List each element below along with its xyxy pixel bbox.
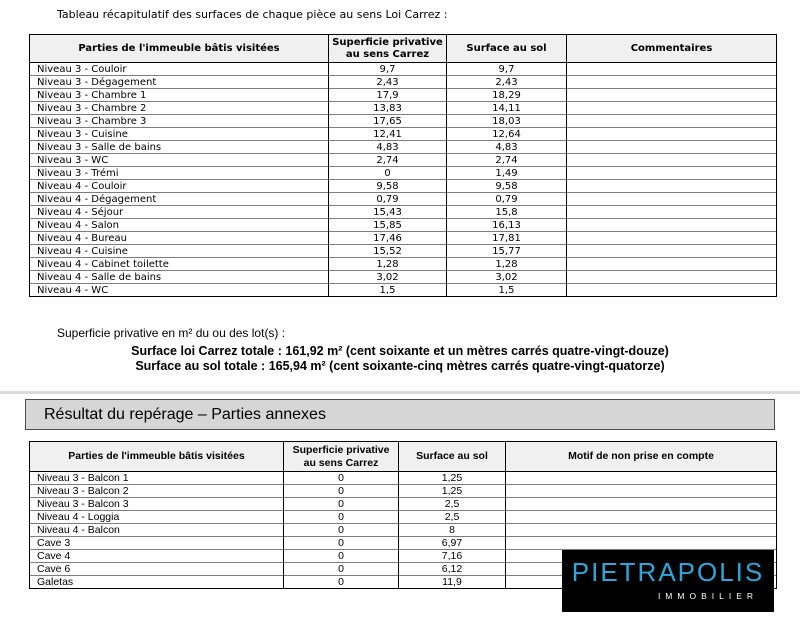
table-cell: 13,83 <box>329 102 447 115</box>
table-cell: Niveau 4 - Bureau <box>30 232 329 245</box>
table-cell: Cave 6 <box>30 563 284 576</box>
table-cell: 0 <box>284 485 399 498</box>
table-row <box>30 498 777 511</box>
annex-section-title: Résultat du repérage – Parties annexes <box>44 406 326 423</box>
table-cell: 2,5 <box>399 511 506 524</box>
summary-intro: Superficie privative en m² du ou des lot(s) : <box>57 326 286 340</box>
table-cell: 17,46 <box>329 232 447 245</box>
table-cell: Niveau 4 - Séjour <box>30 206 329 219</box>
table-row <box>30 180 777 193</box>
table-row <box>30 141 777 154</box>
table-cell: Niveau 3 - Balcon 3 <box>30 498 284 511</box>
table-cell: Niveau 3 - Chambre 1 <box>30 89 329 102</box>
table-cell: Niveau 4 - WC <box>30 284 329 297</box>
table-cell: 1,49 <box>447 167 567 180</box>
table-cell: 0 <box>284 472 399 485</box>
column-header-parties: Parties de l'immeuble bâtis visitées <box>30 35 329 63</box>
table-cell: 2,74 <box>447 154 567 167</box>
table-cell: 0 <box>284 576 399 589</box>
table-cell <box>567 180 777 193</box>
table-header-row <box>30 35 777 63</box>
table-cell: Niveau 3 - Trémi <box>30 167 329 180</box>
table-cell <box>567 284 777 297</box>
table-cell: 1,25 <box>399 472 506 485</box>
table-cell <box>567 167 777 180</box>
table-cell: 15,8 <box>447 206 567 219</box>
table-row <box>30 63 777 76</box>
table-cell: Niveau 4 - Dégagement <box>30 193 329 206</box>
column-header-sol: Surface au sol <box>399 442 506 472</box>
table-cell <box>506 485 777 498</box>
table-cell <box>567 271 777 284</box>
table-cell: Cave 4 <box>30 550 284 563</box>
table-cell <box>567 141 777 154</box>
table-row <box>30 102 777 115</box>
annex-section-header <box>25 399 775 430</box>
table-cell: 2,43 <box>447 76 567 89</box>
table-cell: 0,79 <box>447 193 567 206</box>
table-cell <box>567 76 777 89</box>
table-row <box>30 511 777 524</box>
table-cell <box>567 258 777 271</box>
table-cell <box>506 537 777 550</box>
carrez-total-line: Surface loi Carrez totale : 161,92 m² (cent soixante et un mètres carrés quatre-vingt-douze) <box>131 344 669 358</box>
table-cell: 18,03 <box>447 115 567 128</box>
table-cell: 6,12 <box>399 563 506 576</box>
table-cell: 0 <box>284 550 399 563</box>
table-cell: Niveau 3 - Balcon 2 <box>30 485 284 498</box>
table-cell <box>567 232 777 245</box>
table-cell: 9,58 <box>447 180 567 193</box>
table-cell: 0 <box>284 498 399 511</box>
table-cell: 14,11 <box>447 102 567 115</box>
table-cell: 0 <box>284 537 399 550</box>
carrez-table-body <box>30 63 777 297</box>
column-header-carrez: Superficie privative au sens Carrez <box>329 35 447 63</box>
table-cell: 9,7 <box>329 63 447 76</box>
table-row <box>30 258 777 271</box>
table-cell: 6,97 <box>399 537 506 550</box>
table-cell: Niveau 4 - Cuisine <box>30 245 329 258</box>
table-cell: 15,43 <box>329 206 447 219</box>
table-cell: 1,25 <box>399 485 506 498</box>
table-cell: Niveau 3 - Chambre 3 <box>30 115 329 128</box>
table-cell <box>506 498 777 511</box>
table-cell: 8 <box>399 524 506 537</box>
table-cell: Niveau 3 - Balcon 1 <box>30 472 284 485</box>
table-cell <box>567 115 777 128</box>
table-cell: Niveau 4 - Cabinet toilette <box>30 258 329 271</box>
table-row <box>30 524 777 537</box>
summary-totals <box>0 344 800 374</box>
page-title: Tableau récapitulatif des surfaces de chaque pièce au sens Loi Carrez : <box>57 8 448 21</box>
table-cell: Niveau 3 - Chambre 2 <box>30 102 329 115</box>
table-cell: 0 <box>284 511 399 524</box>
table-cell: 2,43 <box>329 76 447 89</box>
table-row <box>30 128 777 141</box>
table-cell <box>506 511 777 524</box>
table-cell <box>567 89 777 102</box>
table-row <box>30 206 777 219</box>
table-cell: 17,81 <box>447 232 567 245</box>
table-cell <box>567 206 777 219</box>
table-cell: Niveau 4 - Salle de bains <box>30 271 329 284</box>
table-cell <box>567 63 777 76</box>
column-header-commentaires: Commentaires <box>567 35 777 63</box>
table-cell <box>506 472 777 485</box>
table-cell: Niveau 3 - WC <box>30 154 329 167</box>
column-header-parties: Parties de l'immeuble bâtis visitées <box>30 442 284 472</box>
carrez-surfaces-table <box>29 34 777 297</box>
table-cell: 1,28 <box>447 258 567 271</box>
table-cell: Cave 3 <box>30 537 284 550</box>
floor-total-line: Surface au sol totale : 165,94 m² (cent soixante-cinq mètres carrés quatre-vingt-quatorze) <box>135 359 665 373</box>
table-cell <box>567 245 777 258</box>
logo-subtitle-text: IMMOBILIER <box>657 591 758 601</box>
table-cell <box>567 102 777 115</box>
table-cell: Niveau 3 - Dégagement <box>30 76 329 89</box>
table-row <box>30 284 777 297</box>
table-cell: Niveau 3 - Couloir <box>30 63 329 76</box>
table-cell: 11,9 <box>399 576 506 589</box>
table-cell: 15,77 <box>447 245 567 258</box>
table-cell: 0 <box>284 563 399 576</box>
table-cell: 2,74 <box>329 154 447 167</box>
table-cell: 18,29 <box>447 89 567 102</box>
table-cell: 16,13 <box>447 219 567 232</box>
table-cell: 4,83 <box>329 141 447 154</box>
logo-brand-text: PIETRAPOLIS <box>571 557 765 587</box>
table-cell: Niveau 4 - Balcon <box>30 524 284 537</box>
table-cell: 1,28 <box>329 258 447 271</box>
table-cell <box>567 154 777 167</box>
table-cell <box>506 524 777 537</box>
table-cell: Niveau 3 - Salle de bains <box>30 141 329 154</box>
table-cell: 12,64 <box>447 128 567 141</box>
table-row <box>30 271 777 284</box>
table-cell <box>567 128 777 141</box>
table-row <box>30 154 777 167</box>
table-row <box>30 232 777 245</box>
table-cell: 0 <box>329 167 447 180</box>
table-row <box>30 245 777 258</box>
table-row <box>30 115 777 128</box>
table-row <box>30 89 777 102</box>
table-cell <box>567 193 777 206</box>
table-row <box>30 167 777 180</box>
table-cell: 9,58 <box>329 180 447 193</box>
table-cell: 0 <box>284 524 399 537</box>
table-cell: Niveau 4 - Loggia <box>30 511 284 524</box>
table-row <box>30 537 777 550</box>
table-row <box>30 472 777 485</box>
table-cell: 12,41 <box>329 128 447 141</box>
table-cell: Niveau 4 - Salon <box>30 219 329 232</box>
column-header-sol: Surface au sol <box>447 35 567 63</box>
column-header-carrez: Superficie privative au sens Carrez <box>284 442 399 472</box>
table-cell: 1,5 <box>329 284 447 297</box>
table-row <box>30 219 777 232</box>
table-cell: Niveau 3 - Cuisine <box>30 128 329 141</box>
table-cell: 15,52 <box>329 245 447 258</box>
table-cell: 15,85 <box>329 219 447 232</box>
table-cell: 17,65 <box>329 115 447 128</box>
table-row <box>30 76 777 89</box>
table-cell: 9,7 <box>447 63 567 76</box>
table-cell: Galetas <box>30 576 284 589</box>
section-divider <box>0 391 800 394</box>
table-row <box>30 485 777 498</box>
table-cell: 1,5 <box>447 284 567 297</box>
table-row <box>30 193 777 206</box>
table-cell: 3,02 <box>447 271 567 284</box>
table-cell: 3,02 <box>329 271 447 284</box>
column-header-motif: Motif de non prise en compte <box>506 442 777 472</box>
table-cell: Niveau 4 - Couloir <box>30 180 329 193</box>
table-cell: 2,5 <box>399 498 506 511</box>
table-cell <box>567 219 777 232</box>
table-header-row <box>30 442 777 472</box>
table-cell: 17,9 <box>329 89 447 102</box>
pietrapolis-logo <box>562 550 774 612</box>
table-cell: 4,83 <box>447 141 567 154</box>
table-cell: 0,79 <box>329 193 447 206</box>
table-cell: 7,16 <box>399 550 506 563</box>
